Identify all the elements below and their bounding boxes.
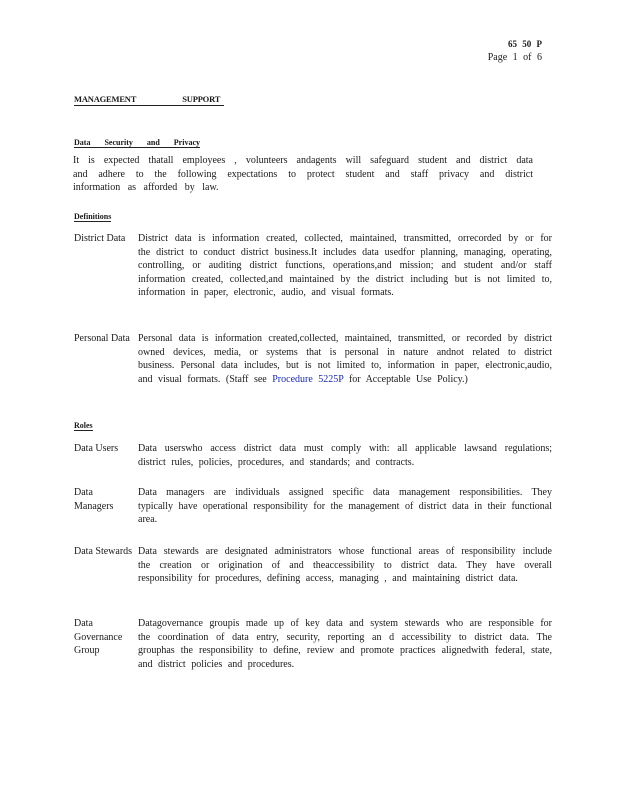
definition-description: District data is information created, collected, maintained, transmitted, orrecorded by or for the district to conduct district business.It includes data usedfor planning, managing, operating, controlling, or auditing district functions, operations,and mission; and student and/or staff information created, collected,and maintained by the district including but is not limited to, information in paper, electronic, audio, and visual formats. [138, 233, 552, 299]
role-description: Data stewards are designated administrators whose functional areas of responsibility include the creation or origination of and theaccessibility to district data. They have overall responsibility for procedures, defining access, managing , and maintaining district data. [138, 546, 552, 585]
title-part-management: MANAGEMENT [74, 94, 137, 104]
roles-heading: Roles [74, 421, 93, 430]
definition-description [138, 332, 552, 386]
definition-term: District Data [74, 233, 126, 244]
definitions-heading: Definitions [74, 212, 112, 221]
section-heading: Data Security and Privacy [74, 138, 200, 147]
role-term: Data Managers [74, 487, 114, 512]
role-description: Data userswho access district data must comply with: all applicable lawsand regulations; district rules, policies, procedures, and standards; and contracts. [138, 443, 552, 468]
definition-text-before-link: Personal data is information created,collected, maintained, transmitted, or recorded by district owned devices, media, or systems that is personal in nature andnot related to district business. Personal data includes, but is not limited to, information in paper, electronic,audio, and visual formats. (Staff see [138, 333, 552, 385]
intro-paragraph: It is expected thatall employees , volunteers andagents will safeguard student and district data and adhere to the following expectations to protect student and staff privacy and district information as afforded by law. [73, 155, 533, 194]
definition-text-after-link: for Acceptable Use Policy.) [343, 373, 468, 385]
procedure-code: 65 50 P [508, 39, 542, 49]
role-term: Data Stewards [74, 546, 133, 557]
page-number: Page 1 of 6 [487, 52, 542, 63]
document-title [74, 94, 224, 106]
role-term: Data Users [74, 443, 119, 454]
role-term: Data Governance Group [74, 618, 123, 657]
page-header [488, 38, 542, 64]
procedure-5225p-link[interactable]: Procedure 5225P [272, 373, 344, 385]
role-description: Datagovernance groupis made up of key data and system stewards who are responsible for the coordination of data entry, security, reporting an d accessibility to district data. The grouphas the responsibility to define, review and promote practices alignedwith federal, state, and district policies and procedures. [138, 618, 552, 670]
title-part-support: SUPPORT [182, 94, 221, 104]
definition-term: Personal Data [74, 333, 130, 344]
role-description: Data managers are individuals assigned specific data management responsibilities. They typically have operational responsibility for the management of district data in their functional area. [138, 487, 552, 526]
